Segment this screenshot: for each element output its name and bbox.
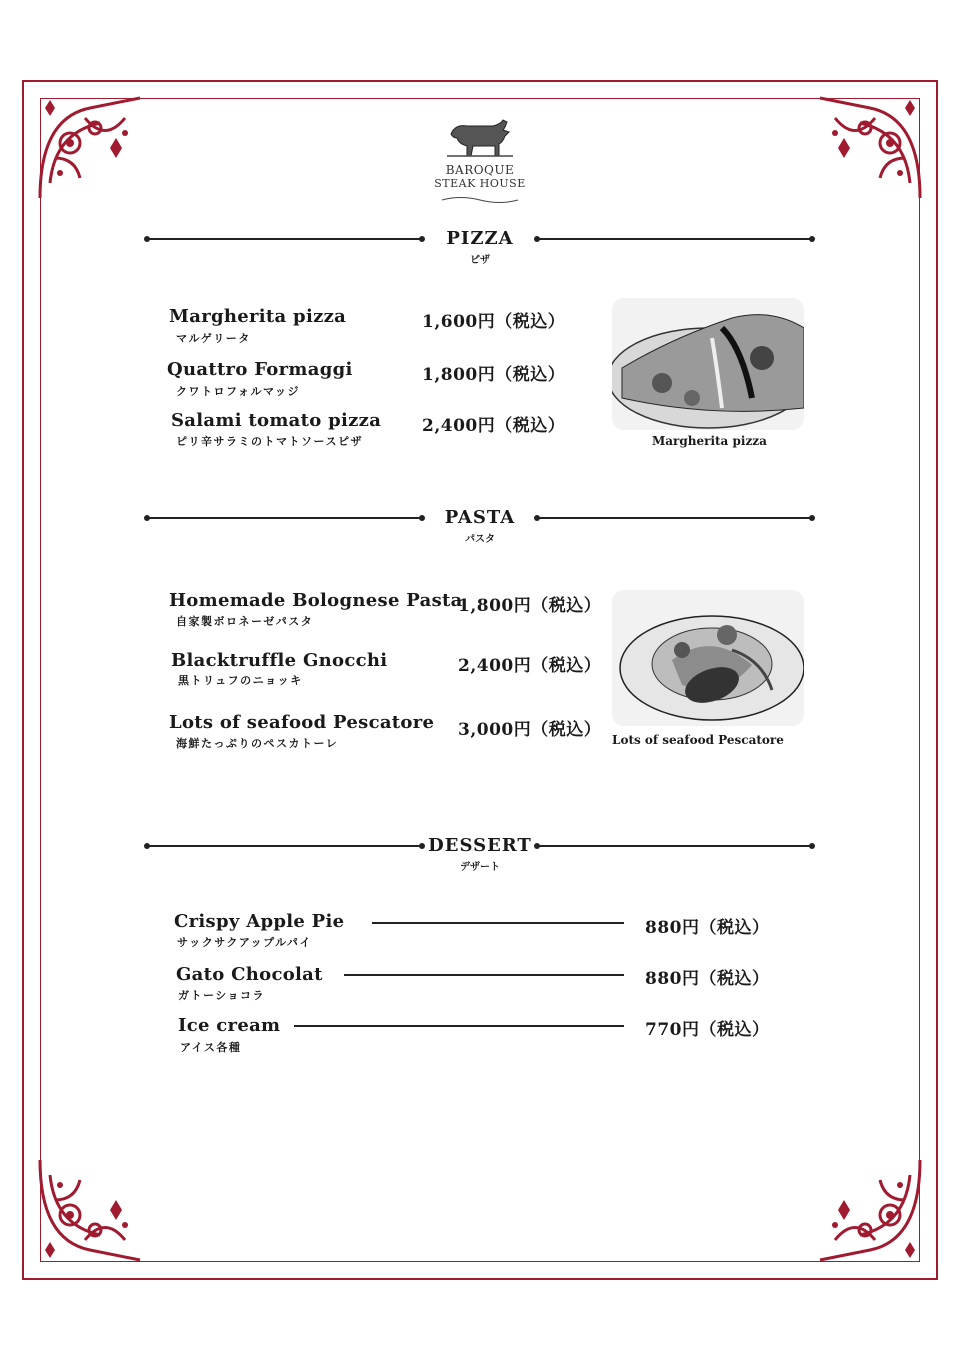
ornament-corner-bottom-left <box>30 1150 150 1270</box>
section-subtitle: ピザ <box>470 255 490 266</box>
menu-item-jp: 黒トリュフのニョッキ <box>178 674 303 687</box>
section-title: DESSERT <box>428 835 532 856</box>
menu-item-price: 1,800円（税込） <box>458 596 602 616</box>
photo-caption: Margherita pizza <box>652 434 767 448</box>
brand-name-line1: BAROQUE <box>445 163 515 177</box>
menu-item-jp: ガトーショコラ <box>178 989 266 1002</box>
menu-item-name: Salami tomato pizza <box>171 410 382 431</box>
header-rule-right <box>537 517 812 519</box>
leader-line <box>344 974 624 976</box>
section-subtitle: パスタ <box>465 534 495 545</box>
menu-item-name: Blacktruffle Gnocchi <box>171 650 388 671</box>
section-header-dessert <box>145 835 815 875</box>
bull-icon <box>445 116 515 160</box>
menu-item-price: 2,400円（税込） <box>422 416 566 436</box>
pizza-photo <box>612 298 804 430</box>
ornament-corner-top-left <box>30 88 150 208</box>
brand-logo <box>430 116 530 209</box>
section-title: PIZZA <box>446 228 514 249</box>
header-rule-left <box>147 517 422 519</box>
menu-item-price: 1,800円（税込） <box>422 365 566 385</box>
header-rule-left <box>147 238 422 240</box>
menu-item-name: Quattro Formaggi <box>167 359 353 380</box>
menu-item-jp: ピリ辛サラミのトマトソースピザ <box>176 435 363 448</box>
brand-name-line2: STEAK HOUSE <box>434 177 526 190</box>
pasta-photo <box>612 590 804 726</box>
menu-item-jp: サックサクアップルパイ <box>177 936 312 949</box>
menu-item-name: Homemade Bolognese Pasta <box>169 590 463 611</box>
menu-item-price: 1,600円（税込） <box>422 312 566 332</box>
section-subtitle: デザート <box>460 862 500 873</box>
menu-item-jp: マルゲリータ <box>176 332 251 345</box>
header-rule-right <box>537 238 812 240</box>
menu-item-price: 2,400円（税込） <box>458 656 602 676</box>
menu-item-price: 880円（税込） <box>645 969 770 989</box>
menu-item-price: 3,000円（税込） <box>458 720 602 740</box>
menu-item-jp: 自家製ボロネーゼパスタ <box>176 615 314 628</box>
menu-item-jp: アイス各種 <box>180 1041 242 1054</box>
menu-item-jp: 海鮮たっぷりのペスカトーレ <box>176 737 339 750</box>
header-rule-right <box>537 845 812 847</box>
photo-caption: Lots of seafood Pescatore <box>612 733 784 747</box>
menu-item-name: Crispy Apple Pie <box>174 911 345 932</box>
section-title: PASTA <box>444 507 516 528</box>
menu-item-jp: クワトロフォルマッジ <box>176 385 301 398</box>
logo-flourish-icon <box>440 195 520 205</box>
ornament-corner-bottom-right <box>810 1150 930 1270</box>
ornament-corner-top-right <box>810 88 930 208</box>
section-header-pasta <box>145 507 815 547</box>
menu-item-name: Lots of seafood Pescatore <box>169 712 435 733</box>
leader-line <box>294 1025 624 1027</box>
section-header-pizza <box>145 228 815 268</box>
menu-item-price: 880円（税込） <box>645 918 770 938</box>
menu-item-price: 770円（税込） <box>645 1020 770 1040</box>
header-rule-left <box>147 845 422 847</box>
menu-item-name: Gato Chocolat <box>176 964 323 985</box>
menu-item-name: Margherita pizza <box>169 306 347 327</box>
menu-item-name: Ice cream <box>178 1015 281 1036</box>
leader-line <box>372 922 624 924</box>
